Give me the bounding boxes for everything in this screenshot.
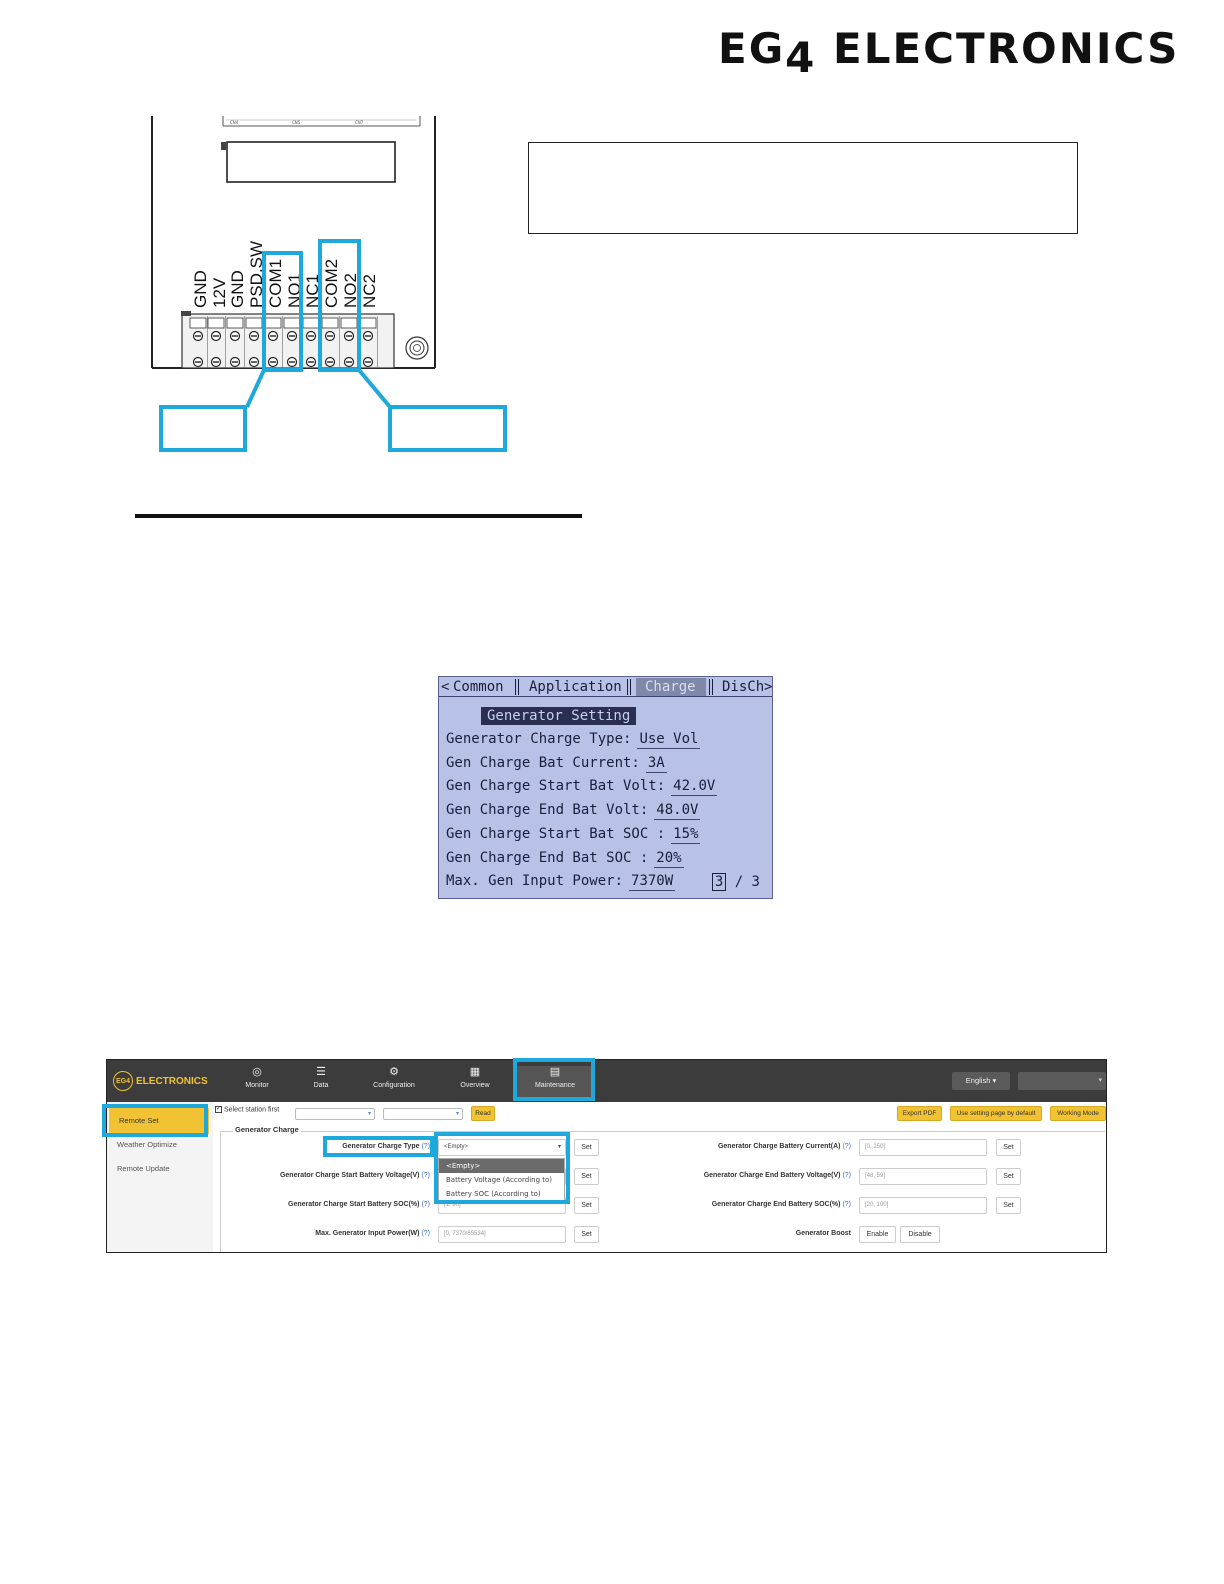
help-icon: (?) xyxy=(842,1201,851,1208)
database-icon: ☰ xyxy=(316,1066,326,1078)
grid-icon: ▦ xyxy=(469,1066,481,1078)
lcd-setting-row xyxy=(446,825,700,843)
lcd-setting-row xyxy=(446,872,675,890)
boost-disable-button[interactable]: Disable xyxy=(900,1226,940,1243)
field-label-end-soc: Generator Charge End Battery SOC(%) (?) xyxy=(711,1201,851,1208)
inverter-lcd-screen xyxy=(438,676,773,899)
remote-set-highlight xyxy=(102,1104,208,1137)
field-label-start-soc: Generator Charge Start Battery SOC(%) (?) xyxy=(288,1201,430,1208)
maintenance-tab-highlight xyxy=(513,1058,595,1101)
end-soc-input[interactable]: [20, 100] xyxy=(859,1197,987,1214)
sidebar-item-remote-set[interactable]: Remote Set xyxy=(109,1108,209,1134)
set-end-soc-button[interactable]: Set xyxy=(996,1197,1021,1214)
start-soc-input[interactable]: [1, 90] xyxy=(438,1197,566,1214)
help-icon: (?) xyxy=(421,1230,430,1237)
station-select[interactable]: ▾ xyxy=(295,1108,375,1120)
charge-type-label-highlight xyxy=(323,1136,434,1157)
lcd-tab-application[interactable]: Application xyxy=(529,679,622,695)
device-select[interactable]: ▾ xyxy=(383,1108,463,1120)
lcd-tab-charge[interactable]: Charge xyxy=(636,678,706,696)
lcd-setting-value[interactable]: 15% xyxy=(673,825,699,842)
terminal-label: COM1 xyxy=(266,258,285,308)
svg-text:CN5: CN5 xyxy=(292,120,301,125)
field-label-start-voltage: Generator Charge Start Battery Voltage(V) (?) xyxy=(279,1172,430,1179)
terminal-slot xyxy=(303,318,319,328)
field-label-max-power: Max. Generator Input Power(W) (?) xyxy=(315,1230,430,1237)
field-label-charge-type: Generator Charge Type (?) xyxy=(342,1143,430,1150)
set-start-soc-button[interactable]: Set xyxy=(574,1197,599,1214)
set-charge-current-button[interactable]: Set xyxy=(996,1139,1021,1156)
terminal-label: COM2 xyxy=(322,258,341,308)
terminal-label: PSD.SW xyxy=(247,240,266,308)
lcd-setting-value[interactable]: 3A xyxy=(647,754,665,771)
terminal-label: NC1 xyxy=(303,273,322,308)
lcd-setting-value[interactable]: 7370W xyxy=(631,873,674,890)
lcd-setting-row xyxy=(446,849,684,867)
section-rule xyxy=(135,514,582,518)
account-select[interactable]: ▾ xyxy=(1018,1072,1106,1090)
terminal-slot xyxy=(341,318,357,328)
lcd-setting-label: Gen Charge End Bat Volt: xyxy=(446,802,649,819)
lcd-section-title: Generator Setting xyxy=(481,707,636,725)
nav-label: Configuration xyxy=(373,1082,415,1089)
terminal-label: GND xyxy=(191,270,210,308)
end-voltage-input[interactable]: [48, 59] xyxy=(859,1168,987,1185)
compass-icon: ◎ xyxy=(252,1066,262,1078)
lcd-setting-value[interactable]: 20% xyxy=(656,849,682,866)
lcd-setting-label: Gen Charge Bat Current: xyxy=(446,754,640,771)
terminal-label: NO2 xyxy=(341,273,360,308)
terminal-label: GND xyxy=(228,270,247,308)
terminal-slot xyxy=(284,318,300,328)
lcd-setting-value[interactable]: Use Vol xyxy=(639,731,699,747)
help-icon: (?) xyxy=(842,1143,851,1150)
station-toolbar xyxy=(215,1106,279,1122)
help-icon: (?) xyxy=(421,1143,430,1150)
read-button[interactable]: Read xyxy=(471,1106,495,1121)
select-station-label: Select station first xyxy=(224,1106,280,1114)
lcd-setting-row xyxy=(446,777,717,795)
top-nav-bar xyxy=(107,1060,1106,1102)
lcd-right-arrow-icon: > xyxy=(764,679,773,695)
terminal-slot xyxy=(246,318,262,328)
working-mode-button[interactable]: Working Mode xyxy=(1050,1106,1106,1121)
dropdown-option[interactable]: <Empty> xyxy=(439,1159,564,1173)
set-end-voltage-button[interactable]: Set xyxy=(996,1168,1021,1185)
help-icon: (?) xyxy=(421,1201,430,1208)
language-select[interactable]: English ▾ xyxy=(952,1072,1010,1090)
lcd-setting-label: Generator Charge Type: xyxy=(446,731,632,747)
nav-label: Maintenance xyxy=(534,1082,576,1089)
lcd-setting-label: Max. Gen Input Power: xyxy=(446,873,624,890)
lcd-tab-common[interactable]: Common xyxy=(453,679,504,695)
help-icon: (?) xyxy=(842,1172,851,1179)
lcd-left-arrow-icon: < xyxy=(441,679,450,695)
lcd-tab-bar xyxy=(439,677,772,697)
svg-text:CN4: CN4 xyxy=(230,120,239,125)
sidebar-item-remote-update[interactable]: Remote Update xyxy=(117,1164,170,1173)
field-label-generator-boost: Generator Boost xyxy=(795,1230,851,1237)
select-station-checkbox[interactable]: ✓ xyxy=(216,1106,222,1112)
lcd-setting-value[interactable]: 48.0V xyxy=(656,802,699,819)
terminal-label: NC2 xyxy=(360,273,379,308)
svg-text:CN7: CN7 xyxy=(355,120,364,125)
lcd-setting-label: Gen Charge Start Bat Volt: xyxy=(446,778,666,795)
export-pdf-button[interactable]: Export PDF xyxy=(897,1106,942,1121)
gear-icon: ⚙ xyxy=(389,1066,399,1078)
dropdown-option[interactable]: Battery Voltage (According to) xyxy=(446,1176,552,1184)
max-power-input[interactable]: [0, 7370/65534] xyxy=(438,1226,566,1243)
terminal-slot xyxy=(360,318,376,328)
charge-type-dropdown-highlight xyxy=(434,1132,570,1204)
terminal-label: NO1 xyxy=(285,273,304,308)
set-start-voltage-button[interactable]: Set xyxy=(574,1168,599,1185)
terminal-slot xyxy=(265,318,281,328)
toolbox-icon: ▤ xyxy=(549,1066,561,1078)
nav-label: Monitor xyxy=(245,1082,269,1089)
field-label-end-voltage: Generator Charge End Battery Voltage(V) (?) xyxy=(703,1172,851,1179)
terminal-block-diagram xyxy=(130,110,530,470)
lcd-setting-label: Gen Charge Start Bat SOC : xyxy=(446,825,666,842)
set-max-power-button[interactable]: Set xyxy=(574,1226,599,1243)
charge-current-input[interactable]: [0, 250] xyxy=(859,1139,987,1156)
lcd-setting-row xyxy=(446,754,667,772)
nav-data[interactable] xyxy=(281,1066,361,1098)
blank-note-box xyxy=(528,142,1078,234)
group-title: Generator Charge xyxy=(235,1125,299,1134)
terminal-slot xyxy=(208,318,224,328)
lcd-setting-row xyxy=(446,730,700,748)
brand-logo: EG4 ELECTRONICS xyxy=(718,24,1180,82)
nav-configuration[interactable] xyxy=(354,1066,434,1098)
eg4-logo[interactable]: EG4 ELECTRONICS xyxy=(113,1070,208,1092)
lcd-setting-row xyxy=(446,801,700,819)
boost-enable-button[interactable]: Enable xyxy=(859,1226,896,1243)
terminal-slot xyxy=(227,318,243,328)
charge-type-select[interactable]: <Empty> ▾ xyxy=(438,1139,566,1156)
lcd-tab-discharge[interactable]: DisCh xyxy=(722,679,765,695)
relay1-callout-box xyxy=(161,407,245,450)
lcd-page-indicator: 3 / 3 xyxy=(712,874,760,890)
relay2-callout-box xyxy=(390,407,505,450)
terminal-slot xyxy=(322,318,338,328)
set-charge-type-button[interactable]: Set xyxy=(574,1139,599,1156)
dropdown-option[interactable]: Battery SOC (According to) xyxy=(446,1190,541,1198)
terminal-label: 12V xyxy=(210,277,229,308)
nav-label: Overview xyxy=(460,1082,490,1089)
nav-overview[interactable] xyxy=(435,1066,515,1098)
nav-label: Data xyxy=(313,1082,329,1089)
sidebar-item-weather-optimize[interactable]: Weather Optimize xyxy=(117,1140,177,1149)
terminal-slot xyxy=(190,318,206,328)
lcd-setting-label: Gen Charge End Bat SOC : xyxy=(446,849,649,866)
web-monitor-screenshot xyxy=(106,1059,1107,1253)
field-label-charge-current: Generator Charge Battery Current(A) (?) xyxy=(717,1143,851,1150)
lcd-setting-value[interactable]: 42.0V xyxy=(673,778,716,795)
use-setting-default-button[interactable]: Use setting page by default xyxy=(950,1106,1042,1121)
help-icon: (?) xyxy=(421,1172,430,1179)
